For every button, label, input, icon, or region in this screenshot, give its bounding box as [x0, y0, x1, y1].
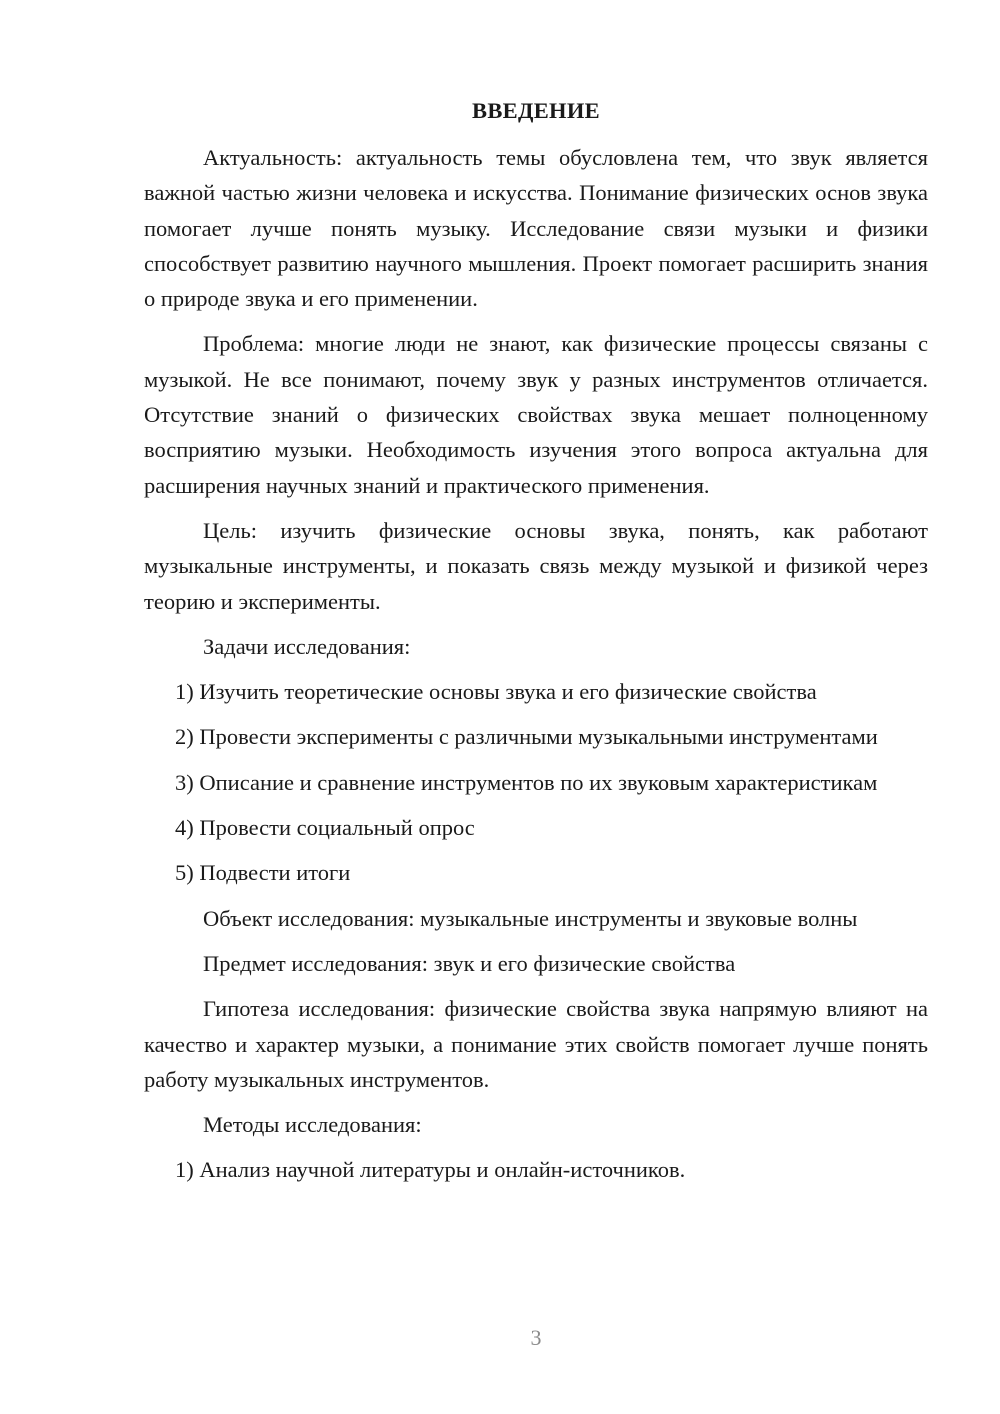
paragraph-tasks-heading: Задачи исследования:: [203, 633, 411, 659]
section-heading: ВВЕДЕНИЕ: [472, 98, 600, 123]
paragraph-problem: Проблема: многие люди не знают, как физические процессы связаны с музыкой. Не все понимают, почему звук у разных инструментов отличается. Отсутствие знаний о физических свойствах звука мешает полноценному восприятию музыки. Необходимость изучения этого вопроса актуальна для расширения научных знаний и практического применения.: [144, 331, 928, 498]
page-number: 3: [530, 1325, 542, 1350]
task-item-2: 2) Провести эксперименты с различными музыкальными инструментами: [175, 724, 878, 750]
body-text: [144, 140, 928, 1188]
paragraph-goal: Цель: изучить физические основы звука, понять, как работают музыкальные инструменты, и показать связь между музыкой и физикой через теорию и эксперименты.: [144, 517, 928, 614]
task-item-3: 3) Описание и сравнение инструментов по их звуковым характеристикам: [175, 769, 878, 795]
task-item-1: 1) Изучить теоретические основы звука и его физические свойства: [175, 679, 817, 705]
paragraph-hypothesis: Гипотеза исследования: физические свойства звука напрямую влияют на качество и характер музыки, а понимание этих свойств помогает лучше понять работу музыкальных инструментов.: [144, 996, 928, 1092]
method-item-1: 1) Анализ научной литературы и онлайн-источников.: [175, 1157, 686, 1183]
paragraph-methods-heading: Методы исследования:: [203, 1112, 422, 1138]
paragraph-object: Объект исследования: музыкальные инструменты и звуковые волны: [203, 905, 858, 931]
task-item-4: 4) Провести социальный опрос: [175, 815, 475, 841]
paragraph-subject: Предмет исследования: звук и его физические свойства: [203, 950, 736, 976]
task-item-5: 5) Подвести итоги: [175, 860, 351, 886]
paragraph-relevance: Актуальность: актуальность темы обусловлена тем, что звук является важной частью жизни человека и искусства. Понимание физических основ звука помогает лучше понять музыку. Исследование связи музыки и физики способствует развитию научного мышления. Проект помогает расширить знания о природе звука и его применении.: [144, 145, 928, 312]
